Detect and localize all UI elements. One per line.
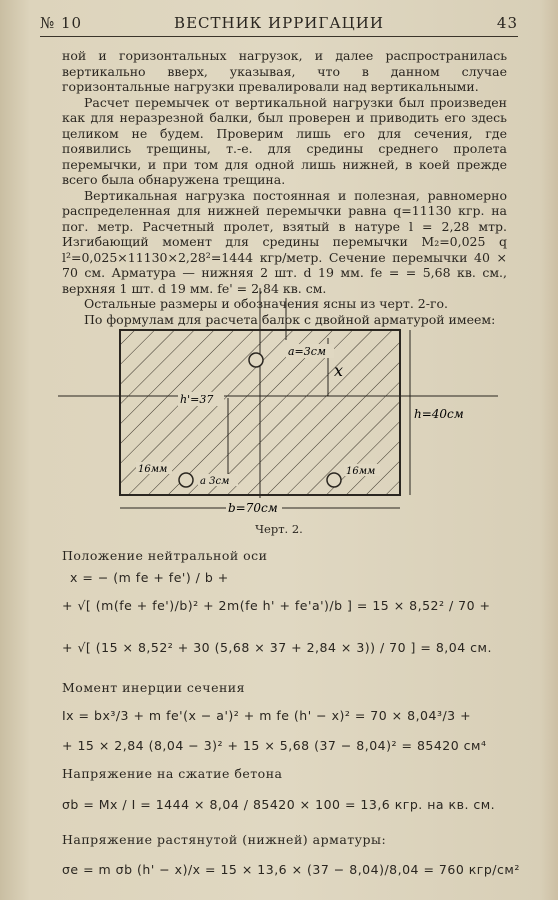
steel-title: Напряжение растянутой (нижней) арматуры: — [62, 832, 387, 847]
bottom-rebar-left — [179, 473, 193, 487]
formula-inertia-2: + 15 × 2,84 (8,04 − 3)² + 15 × 5,68 (37 − 8,04)² = 85420 см⁴ — [62, 738, 487, 753]
label-h: h=40см — [414, 407, 464, 421]
paragraph: Вертикальная нагрузка постоянная и полезная, равномерно распределенная для нижней перемычки равна q=11130 кгр. на пог. метр. Расчетный пролет, взятый в натуре l = 2,28 мтр. Изгибающий момент для средины перемычки M₂=0,025 q l²=0,025×11130×2,28²=1444 кгр/метр. Сечение перемычки 40 × 70 см. Арматура — нижняя 2 шт. d 19 мм. fe = = 5,68 кв. см., верхняя 1 шт. d 19 мм. fe' = 2,84 кв. см. — [62, 187, 507, 296]
label-a-bottom: a 3см — [200, 476, 230, 487]
concrete-title: Напряжение на сжатие бетона — [62, 766, 283, 781]
label-16-right: 16мм — [346, 466, 376, 477]
label-a-top: a=3см — [288, 345, 327, 358]
formula-steel: σe = m σb (h' − x)/x = 15 × 13,6 × (37 − 8,04)/8,04 = 760 кгр/см² — [62, 862, 520, 877]
inertia-title: Момент инерции сечения — [62, 680, 246, 695]
paragraph: По формулам для расчета балок с двойной арматурой имеем: — [84, 311, 496, 327]
header-rule — [40, 36, 518, 37]
label-16-left: 16мм — [138, 464, 168, 475]
top-rebar — [249, 353, 263, 367]
label-b: b=70см — [228, 501, 278, 515]
figure-caption: Черт. 2. — [255, 522, 303, 536]
journal-title: ВЕСТНИК ИРРИГАЦИИ — [174, 14, 384, 32]
page-number: 43 — [496, 14, 518, 32]
label-h-prime: h'=37 — [180, 393, 214, 406]
formula-neutral-2: + √[ (m(fe + fe')/b)² + 2m(fe h' + fe'a')/b ] = 15 × 8,52² / 70 + — [62, 598, 491, 613]
formula-concrete: σb = Mx / I = 1444 × 8,04 / 85420 × 100 = 13,6 кгр. на кв. см. — [62, 797, 496, 812]
issue-number: № 10 — [40, 14, 83, 32]
label-x: x — [334, 361, 344, 380]
neutral-axis-title: Положение нейтральной оси — [62, 548, 268, 563]
paragraph: Остальные размеры и обозначения ясны из черт. 2-го. — [84, 296, 449, 311]
formula-neutral-3: + √[ (15 × 8,52² + 30 (5,68 × 37 + 2,84 × 3)) / 70 ] = 8,04 см. — [62, 640, 492, 655]
page-header — [40, 14, 518, 36]
paragraph: Расчет перемычек от вертикальной нагрузки был произведен как для неразрезной балки, был проверен и приводить его здесь целиком не будем. Проверим лишь его для сечения, где появились трещины, т.-е. для средины среднего пролета перемычки, и при том для одной лишь нижней, в коей прежде всего была обнаружена трещина. — [62, 94, 507, 187]
formula-inertia-1: Ix = bx³/3 + m fe'(x − a')² + m fe (h' − x)² = 70 × 8,04³/3 + — [62, 708, 472, 723]
formula-neutral-1: x = − (m fe + fe') / b + — [70, 570, 229, 585]
beam-section-drawing — [58, 268, 498, 523]
paragraph: ной и горизонтальных нагрузок, и далее распространилась вертикально вверх, указывая, что в данном случае горизонтальные нагрузки превалировали над вертикальными. — [62, 48, 507, 94]
bottom-rebar-right — [327, 473, 341, 487]
